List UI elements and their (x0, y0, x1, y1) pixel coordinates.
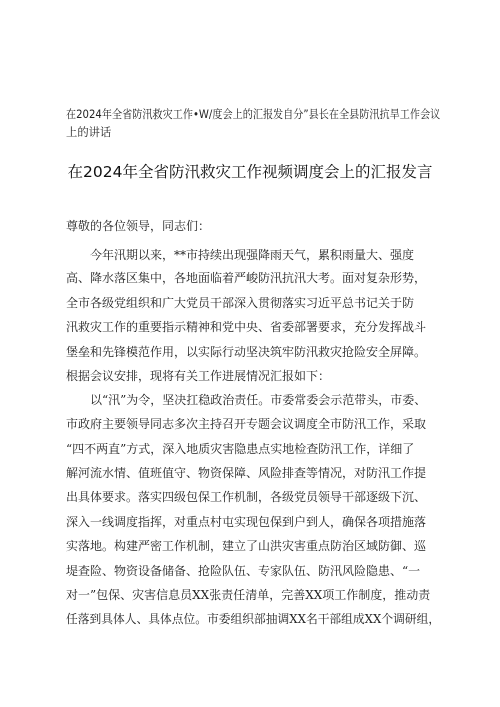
body-line: 根据会议安排，现将有关工作进展情况汇报如下： (66, 369, 331, 383)
body-line: 堡垒和先锋模范作用，以实际行动坚决筑牢防汛救灾抢险安全屏障。 (66, 345, 427, 359)
body-line: 市政府主要领导同志多次主持召开专题会议调度全市防汛工作，采取 (66, 417, 427, 431)
body-line: 汛救灾工作的重要指示精神和党中央、省委部署要求，充分发挥战斗 (66, 320, 427, 334)
page-title: 在2024年全省防汛救灾工作视频调度会上的汇报发言 (67, 163, 433, 181)
body-line: 堤查险、物资设备储备、抢险队伍、专家队伍、防汛风险隐患、“一 (66, 564, 421, 578)
body-line: 出具体要求。落实四级包保工作机制，各级党员领导干部逐级下沉、 (66, 490, 427, 504)
body-line: 任落到具体人、具体点位。市委组织部抽调XX名干部组成XX个调研组， (66, 612, 441, 626)
salutation: 尊敬的各位领导，同志们： (66, 219, 211, 233)
body-line: 今年汛期以来，**市持续出现强降雨天气，累积雨量大、强度 (90, 248, 415, 262)
body-line: 解河流水情、值班值守、物资保障、风险排查等情况，对防汛工作提 (66, 466, 427, 480)
body-line: 实落地。构建严密工作机制，建立了山洪灾害重点防治区域防御、巡 (66, 539, 427, 553)
body-line: “四不两直”方式，深入地质灾害隐患点实地检查防汛工作，详细了 (66, 442, 415, 456)
body-line: 对一”包保、灾害信息员XX张责任清单，完善XX项工作制度，推动责 (66, 588, 431, 602)
body-line: 高、降水落区集中，各地面临着严峻防汛抗汛大考。面对复杂形势， (66, 271, 427, 285)
body-line: 以“汛”为令，坚决扛稳政治责任。市委常委会示范带头，市委、 (90, 393, 427, 407)
body-line: 深入一线调度指挥，对重点村屯实现包保到户到人，确保各项措施落 (66, 515, 427, 529)
header-line-1: 在2024年全省防汛救灾工作•W/度会上的汇报发自分”县长在全县防汛抗旱工作会议 (66, 107, 441, 121)
header-line-2: 上的讲话 (66, 125, 112, 139)
body-line: 全市各级党组织和广大党员干部深入贯彻落实习近平总书记关于防 (66, 296, 415, 310)
